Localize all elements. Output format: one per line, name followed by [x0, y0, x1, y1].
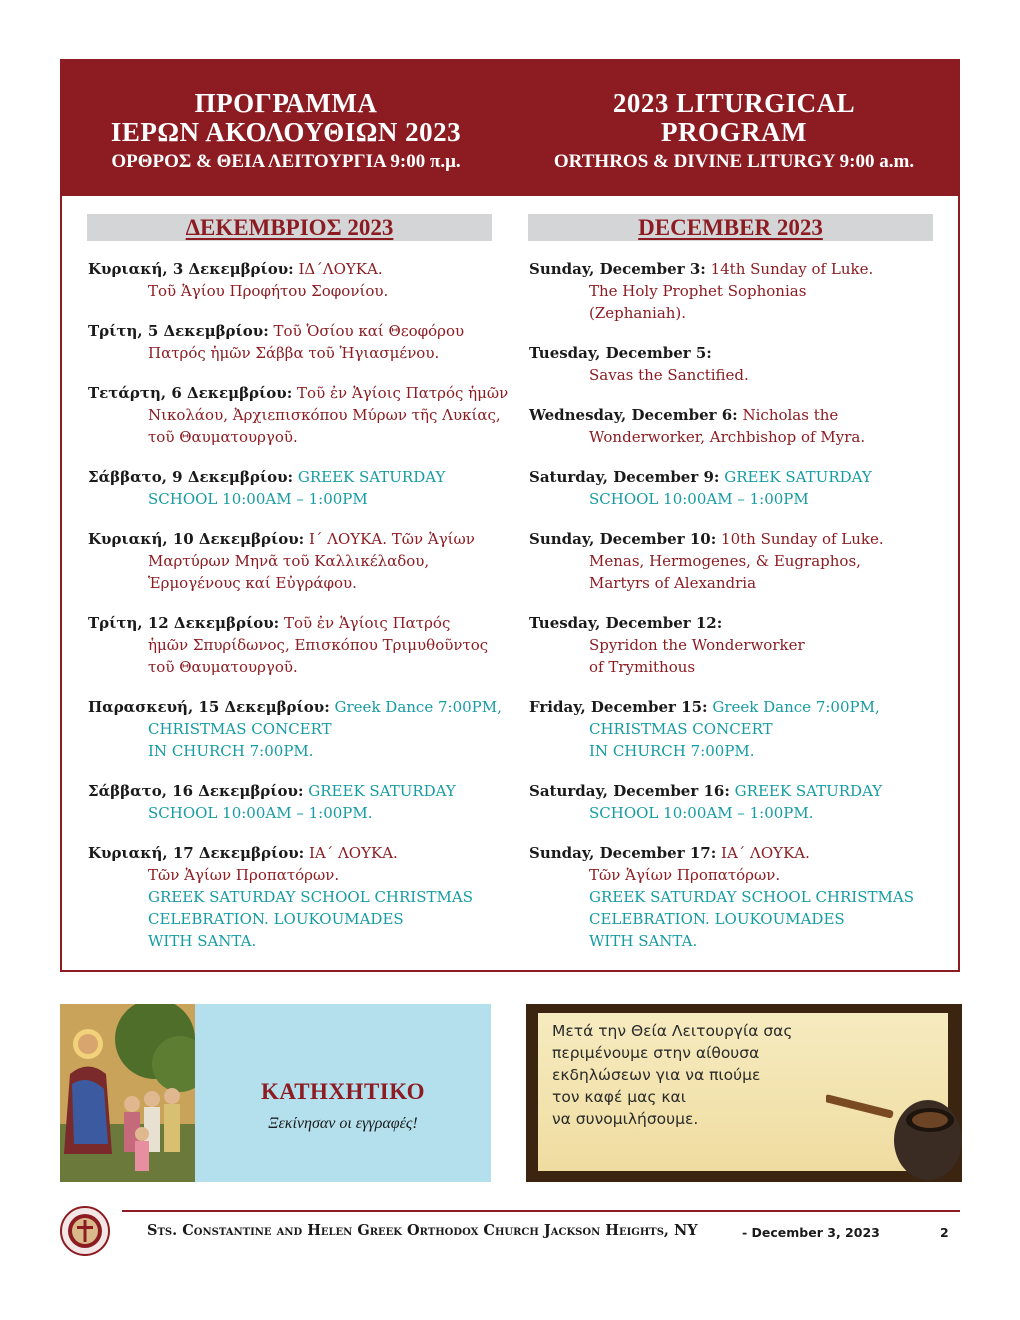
entry-text: Τοῦ Ἁγίου Προφήτου Σοφονίου. — [148, 282, 389, 300]
entry-line — [88, 528, 498, 550]
footer-divider — [122, 1210, 960, 1212]
greek-title-2: ΙΕΡΩΝ ΑΚΟΛΟΥΘΙΩΝ 2023 — [110, 117, 462, 147]
entry-text: Νικολάου, Ἀρχιεπισκόπου Μύρων τῆς Λυκίας, — [148, 406, 501, 424]
entry-text: Τῶν Ἁγίων Προπατόρων. — [589, 866, 781, 884]
entry-text: GREEK SATURDAY — [297, 468, 446, 486]
entry-date-label: Saturday, December 9: — [529, 468, 720, 486]
schedule-header — [62, 61, 958, 196]
coffee-line: Μετά την Θεία Λειτουργία σας — [552, 1022, 793, 1040]
entry-text: Μαρτύρων Μηνᾶ τοῦ Καλλικέλαδου, — [148, 552, 430, 570]
footer-date: - December 3, 2023 — [742, 1225, 880, 1240]
entry-line — [88, 426, 498, 448]
entry-line — [88, 802, 498, 824]
entry-text: GREEK SATURDAY SCHOOL CHRISTMAS — [148, 888, 473, 906]
entry-text: GREEK SATURDAY — [734, 782, 883, 800]
entry-line — [88, 656, 498, 678]
entry-date-label: Κυριακή, 10 Δεκεμβρίου: — [88, 530, 305, 548]
entry-date-label: Σάββατο, 16 Δεκεμβρίου: — [88, 782, 304, 800]
entry-line — [88, 930, 498, 952]
entry-text: SCHOOL 10:00AM – 1:00PM — [148, 490, 368, 508]
entry-date-label: Sunday, December 17: — [529, 844, 717, 862]
entry-text: WITH SANTA. — [148, 932, 257, 950]
entry-text: CHRISTMAS CONCERT — [589, 720, 773, 738]
entry-line — [88, 634, 498, 656]
entry-text: Ἑρμογένους καί Εὐγράφου. — [148, 574, 357, 592]
entry-line — [88, 488, 498, 510]
greek-title-1: ΠΡΟΓΡΑΜΜΑ — [194, 88, 378, 118]
entry-text: CELEBRATION. LOUKOUMADES — [589, 910, 845, 928]
entry-text: Τῶν Ἁγίων Προπατόρων. — [148, 866, 340, 884]
entry-line — [529, 864, 944, 886]
entry-date-label: Saturday, December 16: — [529, 782, 730, 800]
entry-text: SCHOOL 10:00AM – 1:00PM. — [148, 804, 373, 822]
coffee-pot-icon — [826, 1074, 962, 1182]
entry-text: Wonderworker, Archbishop of Myra. — [589, 428, 866, 446]
entry-text: Spyridon the Wonderworker — [589, 636, 805, 654]
greek-schedule-list — [88, 258, 509, 970]
entry-text: GREEK SATURDAY — [724, 468, 872, 486]
entry-date-label: Τρίτη, 12 Δεκεμβρίου: — [88, 614, 280, 632]
schedule-entry — [88, 466, 498, 510]
entry-text: ἡμῶν Σπυρίδωνος, Επισκόπου Τριμυθοῦντος — [148, 636, 489, 654]
entry-date-label: Friday, December 15: — [529, 698, 708, 716]
entry-text: IN CHURCH 7:00PM. — [589, 742, 755, 760]
schedule-entry — [88, 842, 498, 952]
entry-text: SCHOOL 10:00AM – 1:00PM. — [589, 804, 814, 822]
entry-line — [529, 842, 944, 864]
coffee-line: εκδηλώσεων για να πιούμε — [552, 1066, 761, 1084]
entry-line — [88, 466, 498, 488]
schedule-entry — [529, 258, 944, 324]
entry-line — [529, 802, 944, 824]
entry-line — [88, 842, 498, 864]
entry-line — [529, 572, 944, 594]
entry-date-label: Wednesday, December 6: — [529, 406, 738, 424]
schedule-entry — [88, 258, 498, 302]
coffee-line: περιμένουμε στην αίθουσα — [552, 1044, 760, 1062]
entry-text: (Zephaniah). — [589, 304, 687, 322]
schedule-entry — [529, 780, 944, 824]
entry-text: Savas the Sanctified. — [589, 366, 749, 384]
entry-line — [529, 426, 944, 448]
entry-text: τοῦ Θαυματουργοῦ. — [148, 428, 298, 446]
schedule-entry — [88, 612, 498, 678]
entry-text: IN CHURCH 7:00PM. — [148, 742, 314, 760]
catechism-title: ΚΑΤΗΧΗΤΙΚΟ — [260, 1079, 426, 1104]
english-title-1: 2023 LITURGICAL — [612, 88, 856, 118]
entry-text: ΙΑ΄ ΛΟΥΚΑ. — [308, 844, 398, 862]
church-seal-icon — [60, 1206, 110, 1256]
entry-line — [529, 612, 944, 634]
entry-line — [88, 740, 498, 762]
english-header — [510, 89, 958, 177]
schedule-entry — [529, 528, 944, 594]
entry-text: τοῦ Θαυματουργοῦ. — [148, 658, 298, 676]
entry-text: Τοῦ Ὁσίου καί Θεοφόρου — [273, 322, 465, 340]
entry-line — [529, 302, 944, 324]
entry-line — [88, 572, 498, 594]
entry-text: 14th Sunday of Luke. — [710, 260, 874, 278]
coffee-hour-banner[interactable] — [526, 1004, 962, 1182]
entry-line — [88, 780, 498, 802]
entry-text: CHRISTMAS CONCERT — [148, 720, 332, 738]
entry-date-label: Σάββατο, 9 Δεκεμβρίου: — [88, 468, 294, 486]
greek-subtitle: ΟΡΘΡΟΣ & ΘΕΙΑ ΛΕΙΤΟΥΡΓΙΑ 9:00 π.μ. — [111, 151, 461, 172]
schedule-entry — [529, 342, 944, 386]
entry-text: CELEBRATION. LOUKOUMADES — [148, 910, 404, 928]
coffee-banner-text — [552, 1020, 852, 1130]
schedule-entry — [529, 696, 944, 762]
entry-date-label: Tuesday, December 5: — [529, 344, 712, 362]
entry-line — [529, 634, 944, 656]
schedule-entry — [529, 612, 944, 678]
entry-line — [88, 864, 498, 886]
catechism-banner[interactable] — [60, 1004, 491, 1182]
schedule-entry — [529, 466, 944, 510]
entry-line — [88, 382, 509, 404]
entry-text: 10th Sunday of Luke. — [721, 530, 884, 548]
entry-line — [529, 342, 944, 364]
entry-text: of Trymithous — [589, 658, 696, 676]
entry-line — [529, 466, 944, 488]
entry-line — [529, 528, 944, 550]
schedule-entry — [88, 696, 502, 762]
schedule-frame — [60, 59, 960, 972]
schedule-entry — [529, 842, 944, 952]
footer-church-name: Sts. Constantine and Helen Greek Orthodox Church Jackson Heights, NY — [147, 1222, 698, 1239]
entry-text: SCHOOL 10:00AM – 1:00PM — [589, 490, 809, 508]
english-month-heading: DECEMBER 2023 — [528, 214, 933, 241]
entry-text: Menas, Hermogenes, & Eugraphos, — [589, 552, 861, 570]
entry-date-label: Sunday, December 10: — [529, 530, 717, 548]
entry-text: Greek Dance 7:00PM, — [712, 698, 880, 716]
entry-line — [529, 696, 944, 718]
entry-text: Τοῦ ἐν Ἁγίοις Πατρός ἡμῶν — [297, 384, 509, 402]
entry-line — [88, 550, 498, 572]
entry-line — [529, 718, 944, 740]
entry-text: GREEK SATURDAY — [308, 782, 456, 800]
entry-date-label: Tuesday, December 12: — [529, 614, 723, 632]
entry-date-label: Τετάρτη, 6 Δεκεμβρίου: — [88, 384, 293, 402]
coffee-line: τον καφέ μας και — [552, 1088, 686, 1106]
entry-date-label: Sunday, December 3: — [529, 260, 706, 278]
entry-text: Nicholas the — [742, 406, 839, 424]
entry-text: Πατρός ἡμῶν Σάββα τοῦ Ἡγιασμένου. — [148, 344, 440, 362]
entry-line — [88, 886, 498, 908]
entry-text: ΙΑ΄ ΛΟΥΚΑ. — [721, 844, 810, 862]
entry-line — [529, 930, 944, 952]
entry-line — [529, 364, 944, 386]
entry-line — [88, 908, 498, 930]
english-title-2: PROGRAM — [661, 117, 807, 147]
entry-line — [88, 258, 498, 280]
entry-line — [88, 696, 502, 718]
english-schedule-list — [529, 258, 944, 970]
entry-line — [529, 404, 944, 426]
schedule-entry — [88, 780, 498, 824]
greek-month-heading: ΔΕΚΕΜΒΡΙΟΣ 2023 — [87, 214, 492, 241]
english-subtitle: ORTHROS & DIVINE LITURGY 9:00 a.m. — [553, 151, 915, 172]
entry-line — [88, 612, 498, 634]
schedule-entry — [88, 528, 498, 594]
entry-line — [88, 404, 501, 426]
entry-line — [529, 258, 944, 280]
entry-text: Greek Dance 7:00PM, — [334, 698, 502, 716]
entry-text: Martyrs of Alexandria — [589, 574, 757, 592]
entry-date-label: Παρασκευή, 15 Δεκεμβρίου: — [88, 698, 330, 716]
entry-text: Τοῦ ἐν Ἁγίοις Πατρός — [283, 614, 451, 632]
entry-line — [529, 488, 944, 510]
entry-date-label: Τρίτη, 5 Δεκεμβρίου: — [88, 322, 269, 340]
entry-line — [529, 740, 944, 762]
entry-text: GREEK SATURDAY SCHOOL CHRISTMAS — [589, 888, 914, 906]
entry-line — [529, 886, 944, 908]
entry-text: Ι΄ ΛΟΥΚΑ. Τῶν Ἁγίων — [308, 530, 475, 548]
entry-line — [88, 342, 498, 364]
entry-line — [88, 718, 498, 740]
page-number: 2 — [940, 1225, 949, 1240]
schedule-entry — [529, 404, 944, 448]
entry-line — [529, 908, 944, 930]
entry-text: The Holy Prophet Sophonias — [589, 282, 807, 300]
catechism-subtitle: Ξεκίνησαν οι εγγραφές! — [268, 1115, 418, 1132]
entry-line — [88, 280, 498, 302]
entry-line — [529, 550, 944, 572]
entry-line — [88, 320, 498, 342]
entry-line — [529, 280, 944, 302]
entry-date-label: Κυριακή, 17 Δεκεμβρίου: — [88, 844, 305, 862]
entry-date-label: Κυριακή, 3 Δεκεμβρίου: — [88, 260, 294, 278]
schedule-entry — [88, 320, 498, 364]
entry-text: ΙΔ΄ΛΟΥΚΑ. — [298, 260, 383, 278]
coffee-line: να συνομιλήσουμε. — [552, 1110, 699, 1128]
entry-line — [529, 780, 944, 802]
entry-line — [529, 656, 944, 678]
christ-with-children-icon — [60, 1004, 195, 1182]
greek-header — [62, 89, 510, 177]
entry-text: WITH SANTA. — [589, 932, 698, 950]
schedule-entry — [88, 382, 509, 448]
